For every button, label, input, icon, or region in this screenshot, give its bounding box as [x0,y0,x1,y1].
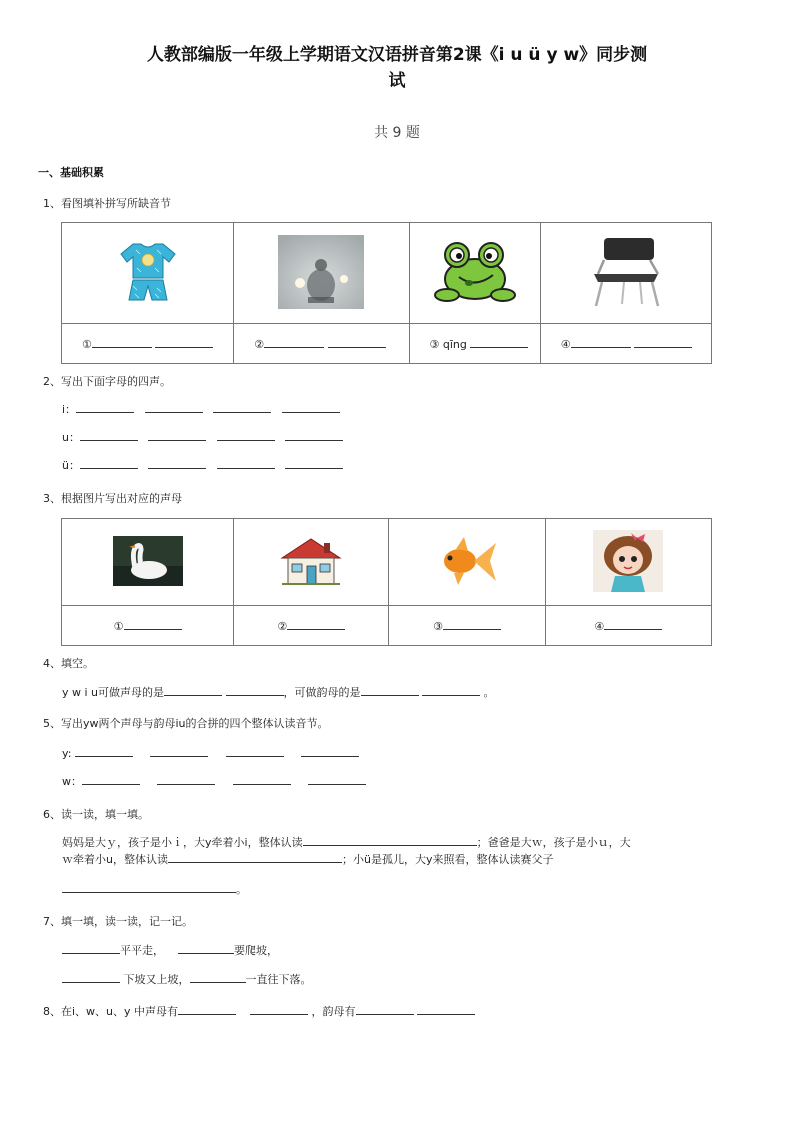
swan-photo [113,536,183,586]
q3-answer-1[interactable] [62,606,234,646]
q6-text: ；爸爸是大ｗ，孩子是小ｕ，大 [476,836,631,849]
q2-row-i[interactable] [62,401,340,417]
frog-icon [433,239,517,305]
question-7-prompt: 7、填一填，读一读，记一记。 [43,915,193,928]
q6-text: ｗ牵着小u，整体认读 [62,853,168,866]
question-3-table [61,518,712,646]
q3-answer-4[interactable] [545,606,711,646]
q5-row-w[interactable] [62,773,366,789]
q7-text: 一直往下落。 [245,973,312,986]
q4-fill-line[interactable] [62,684,495,700]
q2-row-v[interactable] [62,457,343,473]
q3-image-cell-2 [234,519,389,606]
goldfish-photo [434,533,500,589]
q1-answer-4[interactable] [540,324,711,364]
q6-text: ；小ü是孤儿，大y来照看，整体认读赛父子 [341,853,554,866]
page-title: 人教部编版一年级上学期语文汉语拼音第2课《i u ü y w》同步测 [146,45,648,65]
row-label: y: [62,747,72,760]
q7-line-2[interactable] [62,971,312,987]
answer-number: ④ [594,620,605,633]
answer-number: ① [113,620,124,633]
answer-number: ④ [560,338,571,351]
q8-text: ，韵母有 [311,1005,356,1018]
answer-number: ③ [433,620,444,633]
question-5-prompt: 5、写出yw两个声母与韵母iu的合拼的四个整体认读音节。 [43,717,329,730]
q6-text: 。 [236,883,247,896]
q7-text: 平平走， [120,944,164,957]
q6-text: 妈妈是大ｙ，孩子是小ｉ，大y牵着小i，整体认读 [62,836,303,849]
q4-text-a: y w i u可做声母的是 [62,686,165,699]
q6-line-1[interactable] [62,834,631,850]
q6-line-3[interactable] [62,881,247,897]
answer-number: ③ qīng [429,338,467,351]
q3-image-cell-4 [545,519,711,606]
answer-number: ① [82,338,92,351]
answer-number: ② [277,620,288,633]
q1-image-cell-4 [540,223,711,324]
question-3-prompt: 3、根据图片写出对应的声母 [43,492,182,505]
q2-row-u[interactable] [62,429,343,445]
q1-image-cell-3 [409,223,540,324]
q1-image-cell-1 [62,223,234,324]
row-label: i： [62,403,77,416]
q4-text-c: 。 [483,686,495,699]
q7-line-1[interactable] [62,942,278,958]
shirt-shorts-icon [119,242,177,302]
q6-line-2[interactable] [62,851,553,867]
foggy-motorbike-photo [278,235,364,309]
row-label: w： [62,775,82,788]
house-icon [280,536,342,586]
q3-answer-3[interactable] [389,606,545,646]
answer-number: ② [254,338,265,351]
chair-photo [584,234,668,310]
q3-image-cell-1 [62,519,234,606]
q5-row-y[interactable] [62,745,359,760]
page-title-continued: 试 [388,71,406,91]
q1-answer-3[interactable] [409,324,540,364]
question-6-prompt: 6、读一读，填一填。 [43,808,149,821]
question-count: 共 9 题 [374,125,420,141]
question-1-prompt: 1、看图填补拼写所缺音节 [43,197,171,210]
question-1-table [61,222,712,364]
question-4-prompt: 4、填空。 [43,657,94,670]
row-label: ü： [62,459,80,472]
doll-photo [593,530,663,592]
q3-image-cell-3 [389,519,545,606]
q7-text: 要爬坡， [234,944,278,957]
q3-answer-2[interactable] [234,606,389,646]
question-8-prompt[interactable] [43,1003,475,1019]
q7-text: 下坡又上坡， [123,973,190,986]
q4-text-b: ，可做韵母的是 [283,686,361,699]
question-2-prompt: 2、写出下面字母的四声。 [43,375,171,388]
q8-text: 8、在i、w、u、y 中声母有 [43,1005,179,1018]
q1-image-cell-2 [234,223,409,324]
q1-answer-2[interactable] [234,324,409,364]
q1-answer-1[interactable] [62,324,234,364]
section-heading: 一、基础积累 [38,166,104,179]
row-label: u： [62,431,80,444]
